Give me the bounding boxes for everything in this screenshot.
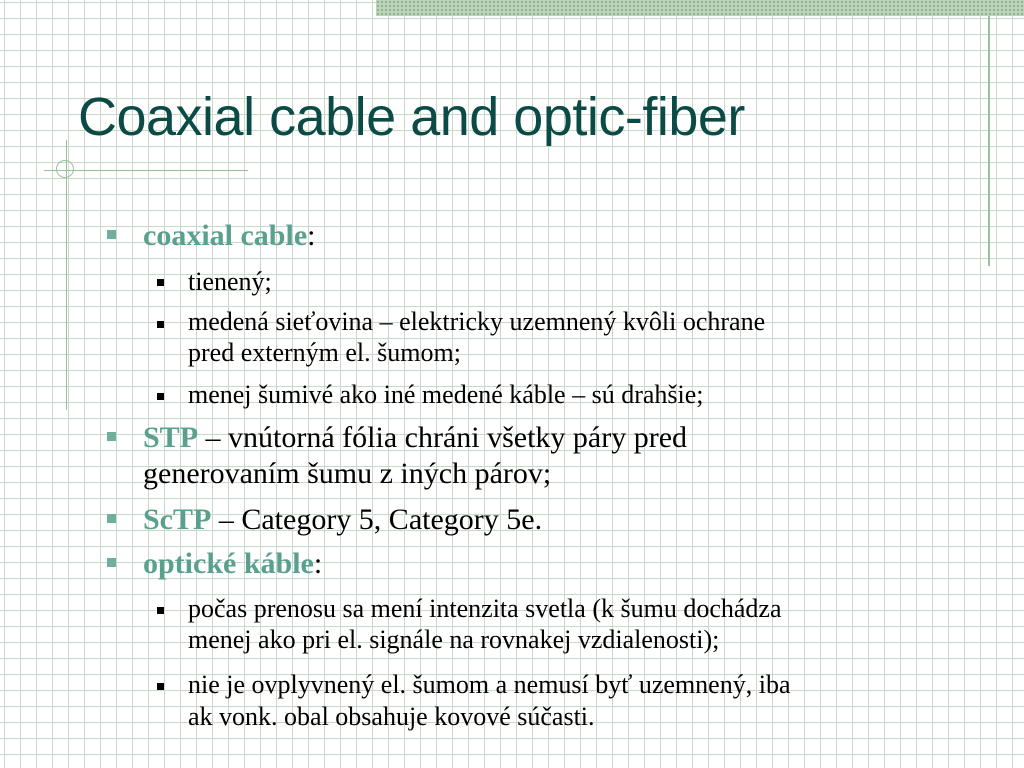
top-decorative-band xyxy=(376,0,1024,16)
square-bullet-icon xyxy=(107,558,116,567)
bullet-continuation: generovaním šumu z iných párov; xyxy=(143,457,552,490)
left-decorative-line xyxy=(66,140,67,410)
sub-item-line: menej šumivé ako iné medené káble – sú drahšie; xyxy=(188,380,704,409)
bullet-keyword: STP xyxy=(143,421,199,454)
bullet-item-sctp xyxy=(143,502,542,538)
title-underline-rule xyxy=(44,170,248,171)
right-decorative-line xyxy=(988,16,990,266)
square-bullet-icon xyxy=(157,683,164,690)
square-bullet-icon xyxy=(107,432,116,441)
sub-item-line: pred externým el. šumom; xyxy=(188,338,461,367)
bullet-text: – vnútorná fólia chráni všetky páry pred xyxy=(198,421,688,454)
square-bullet-icon xyxy=(157,393,164,400)
slide-title: Coaxial cable and optic-fiber xyxy=(78,87,745,147)
sub-item-line: tienený; xyxy=(188,267,272,296)
bullet-text: : xyxy=(307,219,316,252)
square-bullet-icon xyxy=(107,514,116,523)
bullet-item-stp xyxy=(143,420,687,456)
bullet-keyword: coaxial cable xyxy=(143,219,308,252)
bullet-text: : xyxy=(313,547,323,580)
bullet-keyword: optické káble xyxy=(143,547,314,580)
square-bullet-icon xyxy=(157,607,164,614)
square-bullet-icon xyxy=(157,279,164,286)
sub-item-line: ak vonk. obal obsahuje kovové súčasti. xyxy=(188,702,595,731)
sub-item-line: počas prenosu sa mení intenzita svetla (k šumu dochádza xyxy=(188,594,782,623)
square-bullet-icon xyxy=(107,230,116,239)
decorative-circle-icon xyxy=(56,160,74,178)
bullet-item-coaxial-cable xyxy=(143,218,315,254)
sub-item-line: medená sieťovina – elektricky uzemnený kvôli ochrane xyxy=(188,307,766,336)
bullet-keyword: ScTP xyxy=(143,503,212,536)
sub-item-line: menej ako pri el. signále na rovnakej vzdialenosti); xyxy=(188,625,720,654)
bullet-text: – Category 5, Category 5e. xyxy=(211,503,543,536)
square-bullet-icon xyxy=(157,321,164,328)
sub-item-line: nie je ovplyvnený el. šumom a nemusí byť uzemnený, iba xyxy=(188,670,791,699)
bullet-item-optical-cables xyxy=(143,546,322,582)
